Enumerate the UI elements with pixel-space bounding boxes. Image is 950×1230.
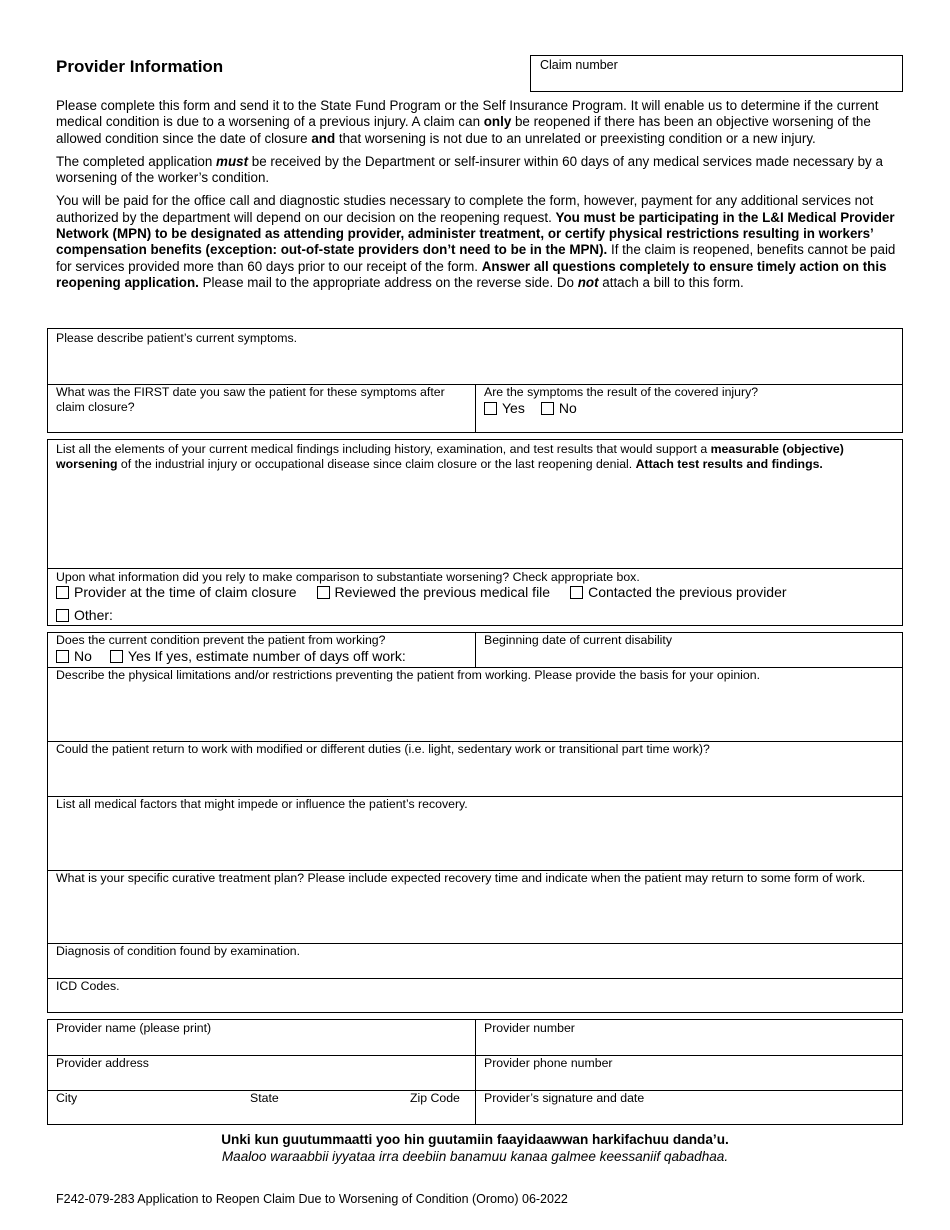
provider-number-field[interactable] <box>484 1021 894 1053</box>
provider-number-label: Provider number <box>484 1021 575 1035</box>
work-status-section <box>47 632 903 1013</box>
option-previous-provider-label: Contacted the previous provider <box>588 584 787 600</box>
option-other-label: Other: <box>74 607 113 623</box>
option-claim-closure-checkbox[interactable] <box>56 586 69 599</box>
symptoms-section <box>47 328 903 433</box>
covered-injury-field <box>484 385 894 416</box>
provider-address-field[interactable] <box>56 1056 466 1088</box>
option-medical-file-checkbox[interactable] <box>317 586 330 599</box>
prevent-working-no-checkbox[interactable] <box>56 650 69 663</box>
divider <box>475 1020 476 1125</box>
prevent-working-yes-checkbox[interactable] <box>110 650 123 663</box>
prevent-working-field <box>56 633 471 664</box>
option-medical-file-label: Reviewed the previous medical file <box>334 584 551 600</box>
zip-code-label: Zip Code <box>410 1091 460 1105</box>
limitations-label: Describe the physical limitations and/or restrictions preventing the patient from working. Please provide the basis for your opinion. <box>56 668 761 682</box>
form-id: F242-079-283 Application to Reopen Claim Due to Worsening of Condition (Oromo) 06-2022 <box>56 1192 568 1206</box>
claim-number-label: Claim number <box>540 58 618 72</box>
findings-field[interactable] <box>56 442 896 566</box>
divider <box>475 633 476 667</box>
state-field[interactable] <box>250 1091 370 1123</box>
page-title: Provider Information <box>56 57 224 76</box>
signature-date-field[interactable] <box>484 1091 894 1123</box>
provider-details-section <box>47 1019 903 1125</box>
claim-number-field[interactable] <box>530 55 903 92</box>
divider <box>48 568 902 569</box>
comparison-field <box>56 570 896 623</box>
covered-injury-label: Are the symptoms the result of the covered injury? <box>484 385 759 399</box>
treatment-plan-label: What is your specific curative treatment plan? Please include expected recovery time and indicate when the patient may return to some form of work. <box>56 871 866 885</box>
icd-codes-field[interactable] <box>56 979 896 1011</box>
diagnosis-field[interactable] <box>56 944 896 976</box>
prevent-working-label: Does the current condition prevent the patient from working? <box>56 633 386 647</box>
first-date-label: What was the FIRST date you saw the patient for these symptoms after claim closure? <box>56 385 445 414</box>
state-label: State <box>250 1091 279 1105</box>
medical-factors-field[interactable] <box>56 797 896 867</box>
covered-injury-yes-checkbox[interactable] <box>484 402 497 415</box>
provider-phone-field[interactable] <box>484 1056 894 1088</box>
treatment-plan-field[interactable] <box>56 871 896 941</box>
option-claim-closure-label: Provider at the time of claim closure <box>74 584 297 600</box>
beginning-date-field[interactable] <box>484 633 894 665</box>
prevent-working-no-label: No <box>74 648 92 664</box>
city-label: City <box>56 1091 78 1105</box>
comparison-label: Upon what information did you rely to make comparison to substantiate worsening? Check appropriate box. <box>56 570 640 584</box>
provider-name-label: Provider name (please print) <box>56 1021 212 1035</box>
covered-injury-no-checkbox[interactable] <box>541 402 554 415</box>
findings-label: List all the elements of your current medical findings including history, examination, and test results that would support a measurable (objective) worsening of the industrial injury or occupational disease since claim closure or the last reopening denial. Attach test results and findings. <box>56 442 844 471</box>
provider-address-label: Provider address <box>56 1056 149 1070</box>
symptoms-field[interactable] <box>56 331 896 381</box>
icd-codes-label: ICD Codes. <box>56 979 120 993</box>
provider-phone-label: Provider phone number <box>484 1056 613 1070</box>
findings-section <box>47 439 903 626</box>
provider-name-field[interactable] <box>56 1021 466 1053</box>
footer-note-italic: Maaloo waraabbii iyyataa irra deebiin banamuu kanaa galmee keessaniif qabadhaa. <box>221 1149 729 1164</box>
zip-code-field[interactable] <box>410 1091 470 1123</box>
first-date-field[interactable] <box>56 385 466 415</box>
signature-date-label: Provider’s signature and date <box>484 1091 645 1105</box>
divider <box>475 384 476 433</box>
footer-note-bold: Unki kun guutummaatti yoo hin guutamiin faayidaawwan harkifachuu danda’u. <box>221 1132 729 1147</box>
city-field[interactable] <box>56 1091 236 1123</box>
modified-duties-label: Could the patient return to work with modified or different duties (i.e. light, sedentary work or transitional part time work)? <box>56 742 710 756</box>
covered-injury-no-label: No <box>558 400 577 416</box>
beginning-date-label: Beginning date of current disability <box>484 633 672 647</box>
diagnosis-label: Diagnosis of condition found by examination. <box>56 944 301 958</box>
option-previous-provider-checkbox[interactable] <box>570 586 583 599</box>
covered-injury-yes-label: Yes <box>502 400 525 416</box>
option-other-checkbox[interactable] <box>56 609 69 622</box>
limitations-field[interactable] <box>56 668 896 738</box>
instructions <box>56 98 896 298</box>
modified-duties-field[interactable] <box>56 742 896 794</box>
prevent-working-yes-label: Yes If yes, estimate number of days off work: <box>127 648 406 664</box>
instructions-paragraph-2: The completed application must be received by the Department or self-insurer within 60 days of any medical services made necessary by a worsening of the worker’s condition. <box>56 153 883 186</box>
medical-factors-label: List all medical factors that might impede or influence the patient’s recovery. <box>56 797 468 811</box>
symptoms-label: Please describe patient’s current symptoms. <box>56 331 298 345</box>
instructions-paragraph-1: Please complete this form and send it to the State Fund Program or the Self Insurance Program. It will enable us to determine if the current medical condition is due to a worsening of a previous injury. A claim can only be reopened if there has been an objective worsening of the allowed condition since the date of closure and that worsening is not due to an unrelated or preexisting condition or a new injury. <box>56 98 879 146</box>
instructions-paragraph-3: You will be paid for the office call and diagnostic studies necessary to complete the form, however, payment for any additional services not authorized by the department will depend on our decision on the reopening request. You must be participating in the L&I Medical Provider Network (MPN) to be designated as attending provider, administer treatment, or certify physical restrictions resulting in workers’ compensation benefits (exception: out-of-state providers don’t need to be in the MPN). If the claim is reopened, benefits cannot be paid for services provided more than 60 days prior to our receipt of the form. Answer all questions completely to ensure timely action on this reopening application. Please mail to the appropriate address on the reverse side. Do not attach a bill to this form. <box>56 193 896 290</box>
